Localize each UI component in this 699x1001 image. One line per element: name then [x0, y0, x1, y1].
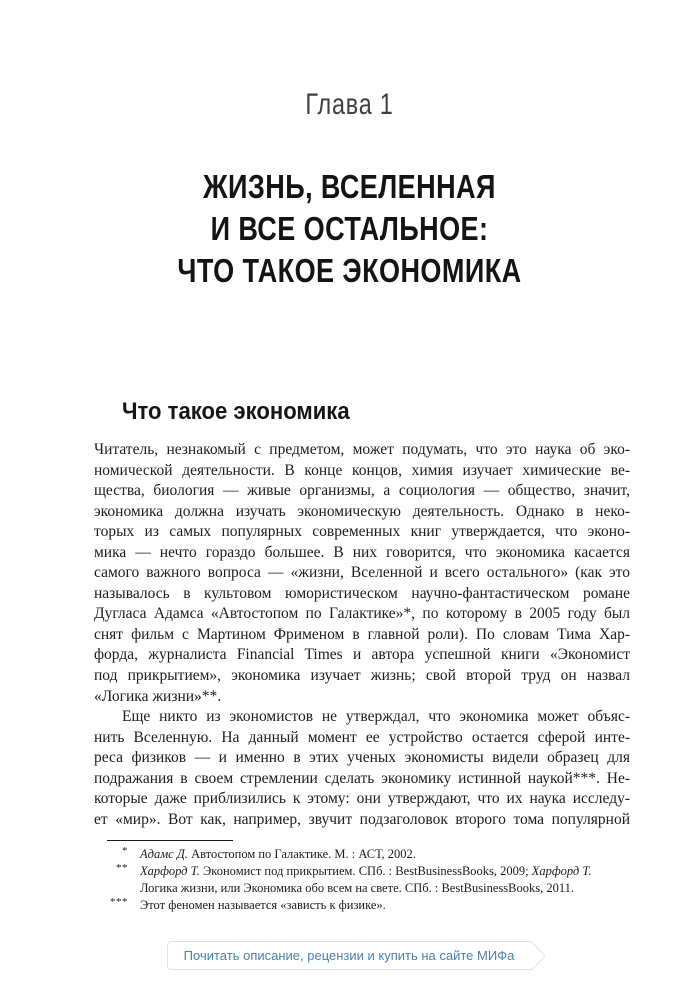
footnote-text	[140, 846, 630, 863]
footnotes	[94, 840, 634, 914]
footnote-author: Харфорд Т.	[140, 864, 200, 878]
body-line: Дугласа Адамса «Автостопом по Галактике»*, по которому в 2005 году был	[94, 605, 630, 623]
footnote-marker: *	[122, 845, 128, 857]
body-line: мика — нечто гораздо большее. В них говорится, что экономика касается	[94, 543, 630, 561]
footnote-divider	[107, 840, 233, 841]
body-line: щества, биология — живые организмы, а социология — общество, значит,	[94, 482, 630, 500]
body-line: Читатель, незнакомый с предметом, может подумать, что это наука об эко-	[94, 441, 630, 458]
chapter-title-line: И ВСЕ ОСТАЛЬНОЕ:	[210, 210, 489, 247]
body-line: снят фильм с Мартином Фрименом в главной роли). По словам Тима Хар-	[94, 625, 630, 643]
footnote-text	[140, 897, 630, 914]
footnote-body: Экономист под прикрытием. СПб. : BestBusinessBooks, 2009;	[199, 864, 532, 878]
footnote-marker: **	[116, 862, 128, 874]
chapter-title	[63, 166, 636, 292]
body-line: под прикрытием», экономика изучает жизнь; свой второй труд он назвал	[94, 667, 630, 685]
footnote-body: Этот феномен называется «зависть к физике».	[140, 898, 386, 912]
section-heading: Что такое экономика	[122, 398, 350, 425]
body-line: нить Вселенную. На данный момент ее устройство остается сферой инте-	[94, 728, 630, 746]
body-line: называлось в культовом юмористическом научно-фантастическом романе	[94, 584, 630, 602]
chapter-title-line: ЧТО ТАКОЕ ЭКОНОМИКА	[177, 252, 522, 289]
footnote-author: Адамс Д.	[140, 847, 188, 861]
body-line: «Логика жизни»**.	[94, 687, 222, 705]
footnote	[94, 863, 634, 897]
body-text	[94, 440, 630, 830]
body-line: самого важного вопроса — «жизни, Вселенной и всего остального» (как это	[94, 564, 630, 582]
footnote	[94, 897, 634, 914]
footnote-author: Харфорд Т.	[531, 864, 592, 878]
footer	[0, 941, 699, 970]
chapter-label: Глава 1	[305, 88, 394, 121]
mif-store-link[interactable]	[167, 941, 533, 970]
footnote	[94, 846, 634, 863]
body-line: которые даже приблизились к этому: они утверждают, что их наука исследу-	[94, 790, 630, 808]
footnote-body: Логика жизни, или Экономика обо всем на свете. СПб. : BestBusinessBooks, 2011.	[140, 881, 574, 895]
mif-store-link-label: Почитать описание, рецензии и купить на сайте МИФа	[183, 948, 515, 963]
footnote-text	[140, 863, 630, 897]
body-line: реса физиков — и именно в этих ученых экономисты видели образец для	[94, 749, 630, 767]
chapter-title-line: ЖИЗНЬ, ВСЕЛЕННАЯ	[203, 168, 496, 205]
body-line: экономика должна изучать экономическую деятельность. Однако в неко-	[94, 502, 630, 520]
body-line: Еще никто из экономистов не утверждал, что экономика может объяс-	[122, 708, 630, 726]
body-line: номической деятельности. В конце концов, химия изучает химические ве-	[94, 461, 630, 479]
footnote-body: Автостопом по Галактике. М. : АСТ, 2002.	[187, 847, 416, 861]
body-line: подражания в своем стремлении сделать экономику истинной наукой***. Не-	[94, 769, 630, 787]
footnote-marker: ***	[110, 896, 128, 908]
body-line: форда, журналиста Financial Times и автора успешной книги «Экономист	[94, 646, 630, 664]
body-line: торых из самых популярных современных книг утверждается, что эконо-	[94, 523, 630, 541]
body-line: ет «мир». Вот как, например, звучит подзаголовок второго тома популярной	[94, 810, 630, 828]
chevron-right-icon	[518, 941, 546, 969]
